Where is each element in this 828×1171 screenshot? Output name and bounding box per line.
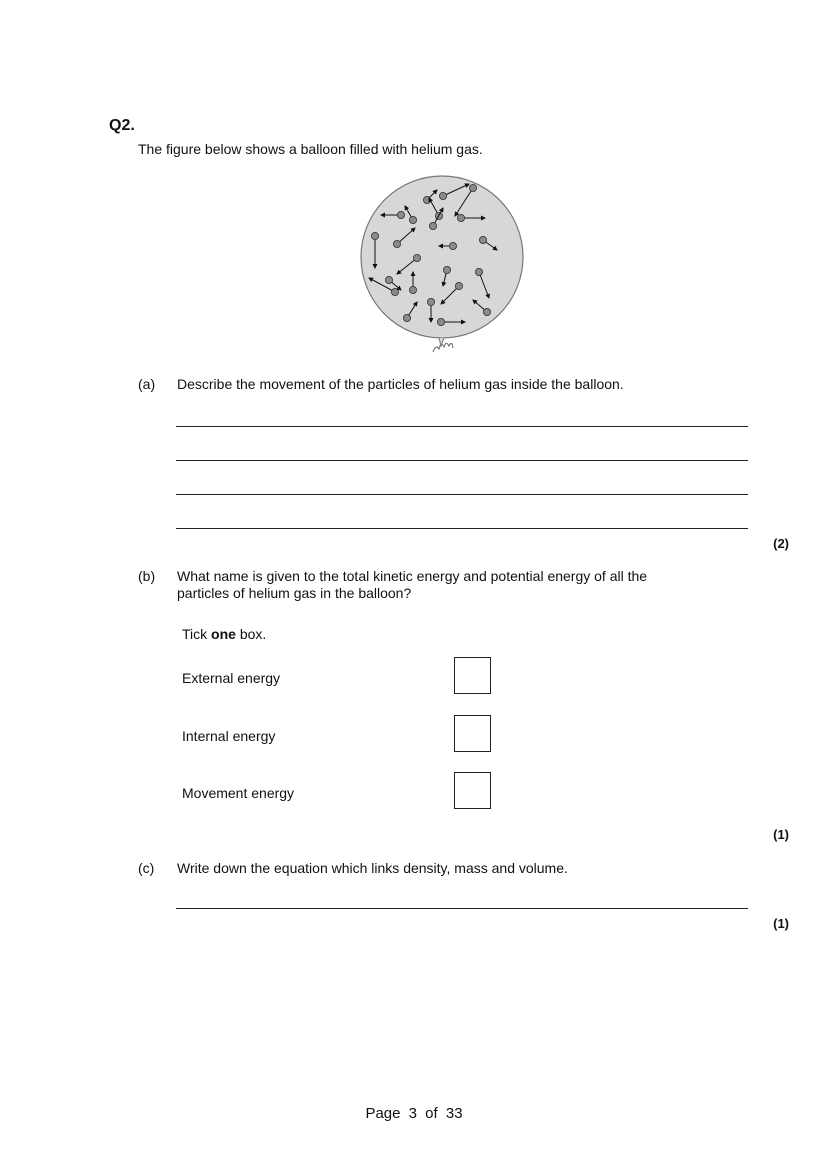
balloon-figure [355,170,531,360]
helium-particle [409,216,416,223]
option-label-internal: Internal energy [182,728,276,744]
part-c-label: (c) [138,860,155,876]
tickbox-internal-energy[interactable] [454,715,491,752]
tickbox-external-energy[interactable] [454,657,491,694]
tick-instruction [182,626,266,642]
helium-particle [443,266,450,273]
answer-line-a3[interactable] [176,494,748,495]
part-c-marks: (1) [773,916,789,931]
page-footer [0,1105,828,1122]
part-a-question: Describe the movement of the particles of helium gas inside the balloon. [177,376,624,392]
helium-particle [429,222,436,229]
tick-instruction-bold: one [211,626,236,642]
tick-instruction-suffix: box. [235,626,267,642]
part-a-label: (a) [138,376,156,392]
helium-particle [457,214,464,221]
answer-line-c1[interactable] [176,908,748,909]
helium-particle [397,211,404,218]
tick-instruction-prefix: Tick [182,626,212,642]
option-label-external: External energy [182,670,281,686]
tickbox-movement-energy[interactable] [454,772,491,809]
answer-line-a4[interactable] [176,528,748,529]
helium-particle [393,240,400,247]
helium-particle [413,254,420,261]
answer-line-a1[interactable] [176,426,748,427]
helium-particle [427,298,434,305]
helium-particle [385,276,392,283]
helium-particle [449,242,456,249]
helium-particle [469,184,476,191]
footer-page-number: 3 [408,1105,417,1122]
part-b-question-line1: What name is given to the total kinetic energy and potential energy of all the [177,568,648,584]
footer-of-word: of [425,1105,438,1122]
part-b-label: (b) [138,568,156,584]
part-b-marks: (1) [773,827,789,842]
question-intro: The figure below shows a balloon filled with helium gas. [138,141,483,157]
helium-particle [439,192,446,199]
helium-particle [409,286,416,293]
helium-particle [391,288,398,295]
helium-particle [483,308,490,315]
helium-particle [455,282,462,289]
footer-page-word: Page [365,1105,401,1122]
helium-particle [479,236,486,243]
helium-particle [437,318,444,325]
helium-particle [403,314,410,321]
answer-line-a2[interactable] [176,460,748,461]
footer-total-pages: 33 [445,1105,463,1122]
helium-particle [423,196,430,203]
option-label-movement: Movement energy [182,785,295,801]
helium-particle [371,232,378,239]
part-a-marks: (2) [773,536,789,551]
question-number: Q2. [109,117,135,134]
helium-particle [475,268,482,275]
part-c-question: Write down the equation which links density, mass and volume. [177,860,568,876]
part-b-question-line2: particles of helium gas in the balloon? [177,585,412,601]
